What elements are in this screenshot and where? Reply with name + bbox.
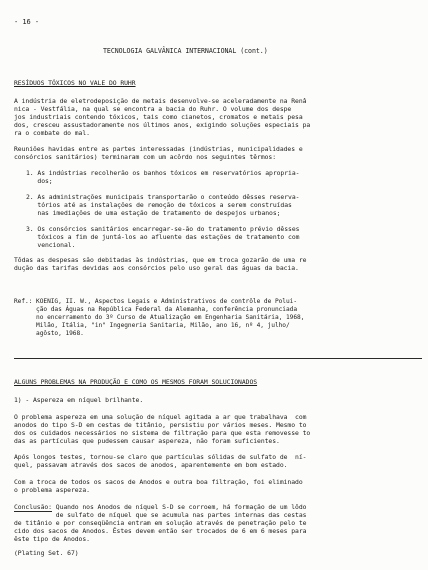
- paragraph-line: anodos do tipo S-D em cestas de titânio, persistiu por vários meses. Mesmo to: [14, 421, 307, 429]
- list-item-3-line: 3. Os consórcios sanitários encarregar-se-ão do tratamento prévio dêsses: [26, 225, 300, 233]
- paragraph-line: Tôdas as despesas são debitadas às indústrias, que em troca gozarão de uma re: [14, 256, 307, 264]
- paragraph-line: dução das tarifas devidas aos consórcios pelo uso geral das águas da bacia.: [14, 264, 299, 272]
- paragraph-line: dos os cuidados necessários no sistema de filtração para que esta removesse to: [14, 429, 311, 437]
- page-title: TECNOLOGIA GALVÂNICA INTERNACIONAL (cont.): [103, 47, 268, 55]
- page-number: - 16 -: [14, 18, 39, 26]
- reference-line: Ref.: KOENIG, II. W., Aspectos Legais e Administrativos de contrôle de Polui-: [14, 298, 297, 305]
- source-citation: (Plating Set. 67): [14, 549, 79, 557]
- conclusion-line: Conclusão: Quando nos Anodos de níquel S-D se corroem, há formação de um lôdo: [14, 503, 307, 511]
- subheading-aspereza: 1) - Aspereza em níquel brilhante.: [14, 396, 144, 404]
- reference-line: Milão, Itália, "in" Ingegneria Sanitaria, Milão, ano 16, nº 4, julho/: [14, 322, 290, 329]
- conclusion-line: de titânio e por conseqüência entram em solução através de penetração pelo te: [14, 519, 307, 527]
- section-heading-residuos: RESÍDUOS TÓXICOS NO VALE DO RUHR: [14, 79, 136, 87]
- list-item-1-line: dos;: [26, 177, 53, 185]
- paragraph-line: Reuniões havidas entre as partes interessadas (indústrias, municipalidades e: [14, 145, 303, 153]
- conclusion-line: de sulfato de níquel que se acumula nas partes internas das cestas: [14, 511, 307, 519]
- paragraph-line: O problema aspereza em uma solução de níquel agitada a ar que trabalhava com: [14, 413, 307, 421]
- reference-line: agôsto, 1968.: [14, 330, 84, 337]
- paragraph-line: das as partículas que pudessem causar aspereza, não foram suficientes.: [14, 437, 280, 445]
- paragraph-line: o problema aspereza.: [14, 486, 90, 494]
- reference-line: no encerramento do 3º Curso de Atualização em Engenharia Sanitária, 1968,: [14, 314, 305, 321]
- conclusion-line: êste tipo de Anodos.: [14, 535, 90, 543]
- section-heading-problemas: ALGUNS PROBLEMAS NA PRODUÇÃO E COMO OS MESMOS FORAM SOLUCIONADOS: [14, 378, 258, 386]
- paragraph-line: Após longos testes, tornou-se claro que partículas sólidas de sulfato de ní-: [14, 453, 307, 461]
- list-item-1-line: 1. As indústrias recolherão os banhos tóxicos em reservatórios apropria-: [26, 169, 300, 177]
- list-item-3-line: tóxicos a fim de juntá-los ao afluente das estações de tratamento com: [26, 233, 300, 241]
- separator-rule: [14, 358, 422, 359]
- paragraph-line: dos, cresceu assustadoramente nos últimos anos, exigindo soluções especiais pa: [14, 121, 311, 129]
- paragraph-line: A indústria de eletrodeposição de metais desenvolve-se aceleradamente na Renâ: [14, 97, 307, 105]
- list-item-3-line: vencional.: [26, 241, 76, 249]
- conclusion-underline: [14, 511, 52, 512]
- conclusion-line: cido dos sacos de Anodos. Êstes devem então ser trocados de 6 em 6 meses para: [14, 527, 307, 535]
- list-item-2-line: tórios até as instalações de remoção de tóxicos a serem construídas: [26, 201, 292, 209]
- paragraph-line: Com a troca de todos os sacos de Anodos e outra boa filtração, foi eliminado: [14, 478, 303, 486]
- paragraph-line: jos industriais contendo tóxicos, tais como cianetos, cromatos e metais pesa: [14, 113, 303, 121]
- paragraph-line: nica - Vestfália, na qual se encontra a bacia do Ruhr. O volume dos despe: [14, 105, 292, 113]
- list-item-2-line: 2. As administrações municipais transportarão o conteúdo dêsses reserva-: [26, 193, 300, 201]
- paragraph-line: consórcios sanitários) terminaram com um acôrdo nos seguintes têrmos:: [14, 153, 277, 161]
- paragraph-line: ra o combate do mal.: [14, 129, 90, 137]
- list-item-2-line: nas imediações de uma estação de tratamento de despejos urbanos;: [26, 209, 281, 217]
- paragraph-line: quel, passavam através dos sacos de anodos, aparentemente em bom estado.: [14, 461, 288, 469]
- reference-line: ção das Águas na República Federal da Alemanha, conferência pronunciada: [14, 306, 297, 313]
